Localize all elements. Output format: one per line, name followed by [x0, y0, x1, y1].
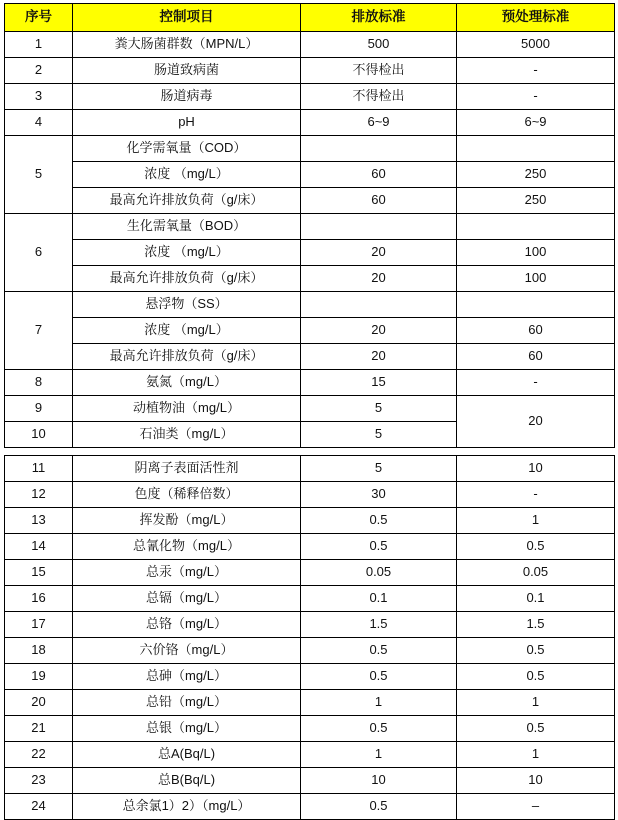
column-header-pretreat: 预处理标准: [457, 4, 615, 32]
cell-no: 23: [5, 768, 73, 794]
cell-pretreat: 0.5: [457, 664, 615, 690]
cell-item: 浓度 （mg/L）: [73, 240, 301, 266]
cell-pretreat: 250: [457, 162, 615, 188]
cell-item: 最高允许排放负荷（g/床）: [73, 266, 301, 292]
cell-item: pH: [73, 110, 301, 136]
table-row: [5, 292, 615, 318]
cell-pretreat: 10: [457, 456, 615, 482]
cell-no: 19: [5, 664, 73, 690]
cell-discharge: 不得检出: [301, 84, 457, 110]
cell-item: 阴离子表面活性剂: [73, 456, 301, 482]
cell-no: 4: [5, 110, 73, 136]
table-row: [5, 664, 615, 690]
table-row: [5, 266, 615, 292]
cell-pretreat: 10: [457, 768, 615, 794]
cell-no: 14: [5, 534, 73, 560]
table-row: [5, 162, 615, 188]
cell-discharge: 20: [301, 344, 457, 370]
cell-no: 7: [5, 292, 73, 370]
standards-table: [4, 3, 615, 820]
cell-discharge: [301, 136, 457, 162]
cell-discharge: 15: [301, 370, 457, 396]
cell-pretreat: 0.05: [457, 560, 615, 586]
table-row: [5, 84, 615, 110]
column-header-no: 序号: [5, 4, 73, 32]
cell-item: 总余氯1）2）（mg/L）: [73, 794, 301, 820]
table-row: [5, 482, 615, 508]
cell-no: 10: [5, 422, 73, 448]
cell-discharge: [301, 292, 457, 318]
table-row: [5, 318, 615, 344]
table-row: [5, 396, 615, 422]
cell-no: 17: [5, 612, 73, 638]
cell-discharge: 0.5: [301, 664, 457, 690]
table-row: [5, 136, 615, 162]
table-row: [5, 110, 615, 136]
cell-discharge: 30: [301, 482, 457, 508]
cell-pretreat: [457, 214, 615, 240]
table-row: [5, 214, 615, 240]
cell-pretreat: 60: [457, 318, 615, 344]
cell-pretreat: -: [457, 482, 615, 508]
cell-no: 9: [5, 396, 73, 422]
table-row: [5, 188, 615, 214]
cell-no: 24: [5, 794, 73, 820]
cell-discharge: 0.5: [301, 716, 457, 742]
cell-pretreat: –: [457, 794, 615, 820]
cell-no: 20: [5, 690, 73, 716]
cell-no: 18: [5, 638, 73, 664]
cell-discharge: 1.5: [301, 612, 457, 638]
cell-discharge: 6~9: [301, 110, 457, 136]
table-row: [5, 768, 615, 794]
gap-cell: [457, 448, 615, 456]
cell-discharge: 20: [301, 240, 457, 266]
cell-discharge: 1: [301, 690, 457, 716]
table-row: [5, 716, 615, 742]
cell-pretreat: 1: [457, 508, 615, 534]
cell-pretreat: 6~9: [457, 110, 615, 136]
cell-item: 总铅（mg/L）: [73, 690, 301, 716]
cell-pretreat: -: [457, 370, 615, 396]
cell-discharge: 60: [301, 162, 457, 188]
cell-item: 六价铬（mg/L）: [73, 638, 301, 664]
cell-pretreat: -: [457, 84, 615, 110]
table-row: [5, 344, 615, 370]
cell-discharge: 0.5: [301, 638, 457, 664]
cell-pretreat: 0.5: [457, 638, 615, 664]
cell-no: 21: [5, 716, 73, 742]
cell-item: 悬浮物（SS）: [73, 292, 301, 318]
cell-item: 浓度 （mg/L）: [73, 162, 301, 188]
cell-discharge: 5: [301, 422, 457, 448]
cell-item: 总汞（mg/L）: [73, 560, 301, 586]
cell-discharge: 0.1: [301, 586, 457, 612]
cell-item: 浓度 （mg/L）: [73, 318, 301, 344]
cell-discharge: 5: [301, 396, 457, 422]
cell-item: 石油类（mg/L）: [73, 422, 301, 448]
cell-item: 生化需氧量（BOD）: [73, 214, 301, 240]
gap-cell: [73, 448, 301, 456]
cell-discharge: 0.5: [301, 794, 457, 820]
table-row: [5, 794, 615, 820]
cell-item: 总B(Bq/L): [73, 768, 301, 794]
table-row: [5, 612, 615, 638]
gap-cell: [301, 448, 457, 456]
cell-discharge: 0.5: [301, 508, 457, 534]
cell-item: 总镉（mg/L）: [73, 586, 301, 612]
cell-no: 16: [5, 586, 73, 612]
standards-sheet: [0, 3, 618, 814]
cell-item: 总A(Bq/L): [73, 742, 301, 768]
table-gap-row: [5, 448, 615, 456]
cell-pretreat: 5000: [457, 32, 615, 58]
cell-discharge: 60: [301, 188, 457, 214]
cell-discharge: 1: [301, 742, 457, 768]
cell-pretreat: 60: [457, 344, 615, 370]
cell-pretreat: 1: [457, 690, 615, 716]
cell-item: 肠道致病菌: [73, 58, 301, 84]
table-row: [5, 560, 615, 586]
table-row: [5, 456, 615, 482]
cell-discharge: 0.5: [301, 534, 457, 560]
cell-pretreat: 100: [457, 266, 615, 292]
table-row: [5, 638, 615, 664]
cell-pretreat: [457, 292, 615, 318]
table-header: [5, 4, 615, 32]
table-row: [5, 742, 615, 768]
cell-no: 13: [5, 508, 73, 534]
table-header-row: [5, 4, 615, 32]
cell-no: 5: [5, 136, 73, 214]
column-header-item: 控制项目: [73, 4, 301, 32]
cell-no: 6: [5, 214, 73, 292]
cell-discharge: 10: [301, 768, 457, 794]
cell-no: 12: [5, 482, 73, 508]
cell-item: 最高允许排放负荷（g/床）: [73, 188, 301, 214]
cell-no: 1: [5, 32, 73, 58]
cell-no: 11: [5, 456, 73, 482]
cell-item: 动植物油（mg/L）: [73, 396, 301, 422]
table-row: [5, 370, 615, 396]
cell-pretreat: 1: [457, 742, 615, 768]
cell-item: 总银（mg/L）: [73, 716, 301, 742]
cell-discharge: 0.05: [301, 560, 457, 586]
cell-item: 氨氮（mg/L）: [73, 370, 301, 396]
cell-discharge: 20: [301, 318, 457, 344]
table-row: [5, 534, 615, 560]
cell-item: 肠道病毒: [73, 84, 301, 110]
cell-discharge: 500: [301, 32, 457, 58]
table-row: [5, 58, 615, 84]
cell-no: 22: [5, 742, 73, 768]
cell-discharge: 5: [301, 456, 457, 482]
cell-pretreat: 1.5: [457, 612, 615, 638]
cell-pretreat: -: [457, 58, 615, 84]
cell-item: 总铬（mg/L）: [73, 612, 301, 638]
table-row: [5, 586, 615, 612]
cell-item: 总砷（mg/L）: [73, 664, 301, 690]
cell-item: 总氰化物（mg/L）: [73, 534, 301, 560]
cell-discharge: 不得检出: [301, 58, 457, 84]
gap-cell: [5, 448, 73, 456]
cell-discharge: [301, 214, 457, 240]
cell-pretreat: 0.1: [457, 586, 615, 612]
cell-item: 粪大肠菌群数（MPN/L）: [73, 32, 301, 58]
cell-pretreat: 250: [457, 188, 615, 214]
cell-no: 15: [5, 560, 73, 586]
cell-no: 8: [5, 370, 73, 396]
cell-pretreat: 0.5: [457, 534, 615, 560]
table-body: [5, 32, 615, 820]
table-row: [5, 32, 615, 58]
cell-item: 化学需氧量（COD）: [73, 136, 301, 162]
cell-item: 最高允许排放负荷（g/床）: [73, 344, 301, 370]
table-row: [5, 690, 615, 716]
cell-no: 2: [5, 58, 73, 84]
cell-pretreat: 20: [457, 396, 615, 448]
cell-pretreat: [457, 136, 615, 162]
cell-no: 3: [5, 84, 73, 110]
cell-item: 挥发酚（mg/L）: [73, 508, 301, 534]
cell-discharge: 20: [301, 266, 457, 292]
column-header-discharge: 排放标准: [301, 4, 457, 32]
cell-pretreat: 0.5: [457, 716, 615, 742]
cell-item: 色度（稀释倍数）: [73, 482, 301, 508]
cell-pretreat: 100: [457, 240, 615, 266]
table-row: [5, 240, 615, 266]
table-row: [5, 508, 615, 534]
